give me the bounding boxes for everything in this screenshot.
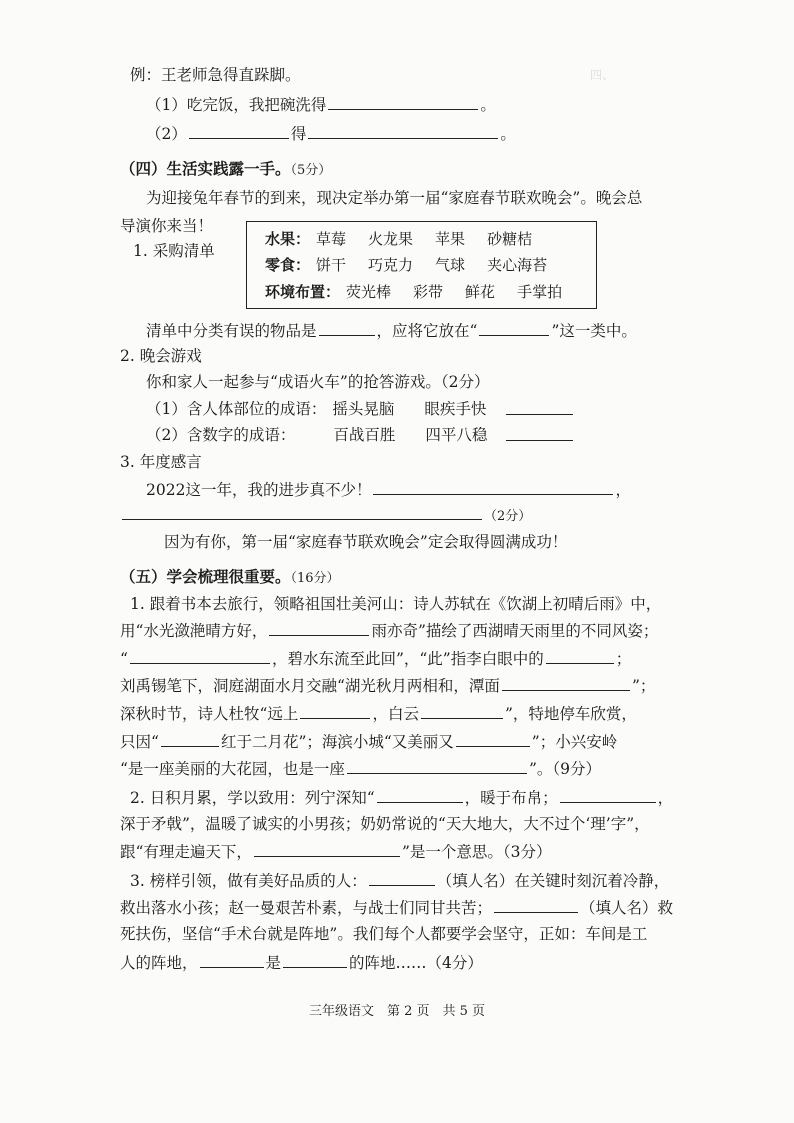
q3-label: 3. 年度感言 (120, 453, 202, 471)
answer-blank[interactable] (269, 619, 369, 636)
answer-blank[interactable] (369, 869, 435, 886)
bleed-through-text: 四、 (590, 68, 669, 82)
s5-q1-line-7: “是一座美丽的大花园，也是一座 ”。（9分） (120, 757, 601, 780)
q3-closing: 因为有你，第一届“家庭春节联欢晚会”定会取得圆满成功！ (164, 533, 568, 551)
example-line: 例：王老师急得直跺脚。 (130, 66, 301, 84)
answer-blank[interactable] (421, 702, 503, 719)
answer-blank[interactable] (373, 478, 613, 495)
s5-q1-line-6: 只因“ 红于二月花”；海滨小城“又美丽又 ”；小兴安岭 (120, 730, 617, 753)
answer-blank[interactable] (347, 757, 527, 774)
s5-q2-line-2: 深于矛戟”，温暖了诚实的小男孩；奶奶常说的“天大地大，大不过个‘理’字”， (120, 815, 650, 833)
s5-q1-line-5: 深秋时节，诗人杜牧“远上 ，白云 ”，特地停车欣赏， (120, 702, 637, 725)
section-4-intro-1: 为迎接兔年春节的到来，现决定举办第一届“家庭春节联欢晚会”。晚会总 (146, 189, 643, 207)
q3-line-1: 2022这一年，我的进步真不少！ ， (146, 478, 631, 501)
q2-part-a: （1）含人体部位的成语： 摇头晃脑 眼疾手快 (146, 400, 487, 418)
example-item-2: （2） 得 。 (146, 122, 516, 145)
answer-blank[interactable] (479, 319, 549, 336)
example-item-1: （1）吃完饭，我把碗洗得 。 (146, 93, 496, 116)
shopping-row-decor: 环境布置： 荧光棒 彩带 鲜花 手掌拍 (265, 283, 563, 301)
answer-blank[interactable] (319, 319, 375, 336)
answer-blank[interactable] (506, 439, 573, 441)
s5-q2-line-1: 2. 日积月累，学以致用：列宁深知“ ，暖于布帛； ， (130, 786, 673, 809)
answer-blank[interactable] (283, 951, 347, 968)
page-footer: 三年级语文 第 2 页 共 5 页 (308, 1004, 486, 1019)
shopping-list-box (246, 221, 597, 309)
s5-q3-line-1: 3. 榜样引领，做有美好品质的人： （填人名）在关键时刻沉着冷静， (130, 869, 669, 892)
q3-line-2: （2分） (120, 503, 531, 528)
s5-q1-line-4: 刘禹锡笔下，洞庭湖面水月交融“湖光秋月两相和，潭面 ”； (120, 674, 655, 697)
q2-intro: 你和家人一起参与“成语火车”的抢答游戏。（2分） (146, 373, 490, 391)
s5-q3-line-3: 死扶伤，坚信“手术台就是阵地”。我们每个人都要学会坚守，正如：车间是工 (120, 925, 648, 943)
s5-q2-line-3: 跟“有理走遍天下， ”是一个意思。（3分） (120, 840, 551, 863)
s5-q1-line-1: 1. 跟着书本去旅行，领略祖国壮美河山：诗人苏轼在《饮湖上初晴后雨》中， (130, 595, 662, 613)
answer-blank[interactable] (308, 122, 498, 139)
s5-q1-line-3: “ ，碧水东流至此回”，“此”指李白眼中的 ； (120, 647, 631, 670)
answer-blank[interactable] (328, 93, 478, 110)
answer-blank[interactable] (560, 786, 656, 803)
answer-blank[interactable] (161, 730, 219, 747)
q2-part-b: （2）含数字的成语： 百战百胜 四平八稳 (146, 426, 488, 444)
answer-blank[interactable] (130, 647, 270, 664)
q1-answer-line: 清单中分类有误的物品是 ，应将它放在“ ”这一类中。 (146, 319, 637, 342)
answer-blank[interactable] (254, 840, 400, 857)
q1-label: 1. 采购清单 (133, 242, 215, 260)
s5-q3-line-4: 人的阵地， 是 的阵地……（4分） (120, 951, 483, 974)
q2-label: 2. 晚会游戏 (120, 347, 202, 365)
answer-blank[interactable] (494, 896, 578, 913)
answer-blank[interactable] (456, 730, 530, 747)
answer-blank[interactable] (546, 647, 614, 664)
shopping-row-snack: 零食： 饼干 巧克力 气球 夹心海苔 (265, 256, 548, 274)
s5-q3-line-2: 救出落水小孩；赵一曼艰苦朴素，与战士们同甘共苦； （填人名）救 (120, 896, 673, 919)
section-5-title: （五）学会梳理很重要。（16分） (120, 567, 340, 586)
section-4-intro-2: 导演你来当！ (120, 217, 214, 235)
section-4-title: （四）生活实践露一手。（5分） (120, 159, 332, 178)
answer-blank[interactable] (122, 503, 482, 520)
answer-blank[interactable] (502, 674, 630, 691)
shopping-row-fruit: 水果： 草莓 火龙果 苹果 砂糖桔 (265, 230, 533, 248)
answer-blank[interactable] (377, 786, 463, 803)
answer-blank[interactable] (200, 951, 264, 968)
answer-blank[interactable] (506, 413, 573, 415)
answer-blank[interactable] (300, 702, 370, 719)
answer-blank[interactable] (189, 122, 289, 139)
s5-q1-line-2: 用“水光潋滟晴方好， 雨亦奇”描绘了西湖晴天雨里的不同风姿； (120, 619, 658, 642)
